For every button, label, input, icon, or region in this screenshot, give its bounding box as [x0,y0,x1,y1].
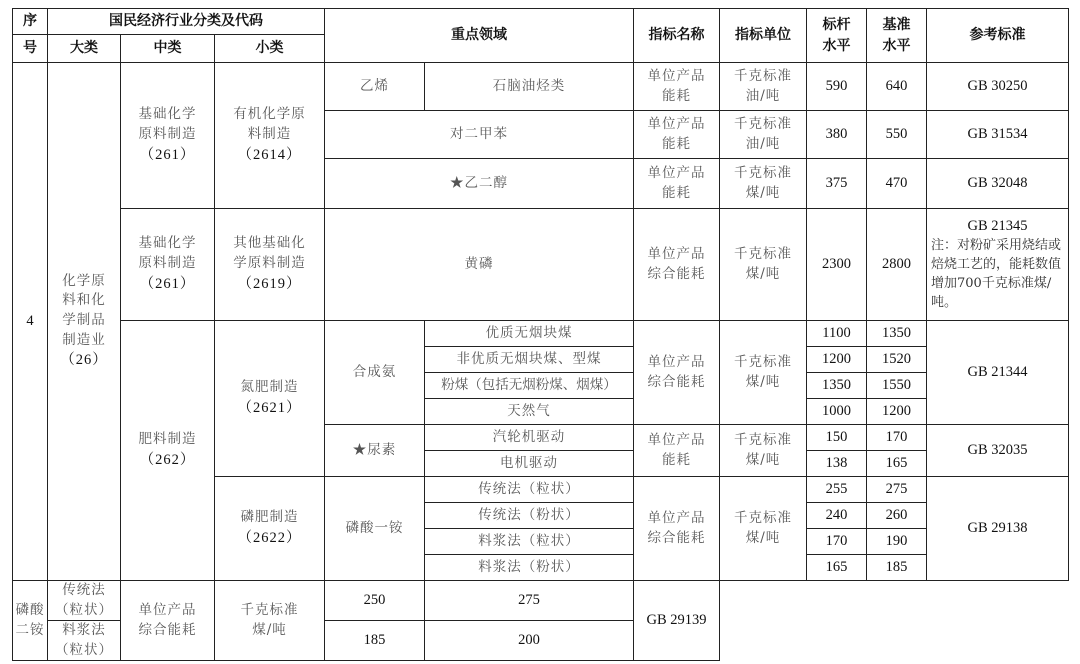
reference-standard-with-note [927,209,1069,321]
reference-standard: GB 29139 [634,581,720,661]
baseline-value: 200 [425,621,634,661]
baseline-value: 170 [867,425,927,451]
subtype: 非优质无烟块煤、型煤 [425,347,634,373]
header-seq-bottom: 号 [13,35,48,63]
subtype: 传统法（粒状） [425,477,634,503]
subtype: 汽轮机驱动 [425,425,634,451]
major-category: 化学原 料和化 学制品 制造业 （26） [48,63,121,581]
benchmark-value: 590 [807,63,867,111]
header-indicator-unit: 指标单位 [720,9,807,63]
subtype: 传统法（粒状） [48,581,121,621]
indicator-unit: 千克标准 油/吨 [720,111,807,159]
reference-standard: GB 31534 [927,111,1069,159]
indicator-name: 单位产品 能耗 [634,425,720,477]
indicator-name: 单位产品 能耗 [634,159,720,209]
baseline-value: 2800 [867,209,927,321]
benchmark-value: 1100 [807,321,867,347]
header-field: 重点领域 [325,9,634,63]
benchmark-value: 138 [807,451,867,477]
indicator-name: 单位产品 综合能耗 [634,321,720,425]
indicator-unit: 千克标准 煤/吨 [720,159,807,209]
header-major: 大类 [48,35,121,63]
benchmark-value: 1200 [807,347,867,373]
indicator-unit: 千克标准 油/吨 [720,63,807,111]
baseline-value: 1550 [867,373,927,399]
benchmark-value: 380 [807,111,867,159]
industry-energy-table [12,8,1069,661]
header-indicator-name: 指标名称 [634,9,720,63]
subtype: 天然气 [425,399,634,425]
table-row [13,581,1069,621]
indicator-unit: 千克标准 煤/吨 [720,477,807,581]
middle-category-basic: 基础化学 原料制造 （261） [121,209,215,321]
middle-category-basic: 基础化学 原料制造 （261） [121,63,215,209]
indicator-name: 单位产品 综合能耗 [121,581,215,661]
table-row [13,321,1069,347]
product-ammonia: 合成氨 [325,321,425,425]
subtype: 电机驱动 [425,451,634,477]
minor-category-organic: 有机化学原 料制造 （2614） [215,63,325,209]
minor-category-other: 其他基础化 学原料制造 （2619） [215,209,325,321]
baseline-value: 1200 [867,399,927,425]
reference-standard: GB 29138 [927,477,1069,581]
indicator-name: 单位产品 综合能耗 [634,477,720,581]
indicator-unit: 千克标准 煤/吨 [215,581,325,661]
middle-category-fertilizer: 肥料制造 （262） [121,321,215,581]
header-middle: 中类 [121,35,215,63]
indicator-unit: 千克标准 煤/吨 [720,321,807,425]
reference-code: GB 21345 [967,218,1028,235]
subtype-naphtha: 石脑油烃类 [425,63,634,111]
product-ethylene-glycol: ★乙二醇 [325,159,634,209]
subtype: 料浆法（粉状） [425,555,634,581]
baseline-value: 165 [867,451,927,477]
header-minor: 小类 [215,35,325,63]
subtype: 传统法（粉状） [425,503,634,529]
energy-benchmark-table [12,8,1068,658]
reference-standard: GB 32048 [927,159,1069,209]
subtype: 优质无烟块煤 [425,321,634,347]
benchmark-value: 375 [807,159,867,209]
indicator-name: 单位产品 综合能耗 [634,209,720,321]
benchmark-value: 2300 [807,209,867,321]
baseline-value: 275 [425,581,634,621]
header-classification: 国民经济行业分类及代码 [48,9,325,35]
header-baseline: 基准 水平 [867,9,927,63]
indicator-unit: 千克标准 煤/吨 [720,209,807,321]
product-urea: ★尿素 [325,425,425,477]
benchmark-value: 170 [807,529,867,555]
baseline-value: 1520 [867,347,927,373]
header-reference: 参考标准 [927,9,1069,63]
benchmark-value: 165 [807,555,867,581]
indicator-unit: 千克标准 煤/吨 [720,425,807,477]
benchmark-value: 1000 [807,399,867,425]
baseline-value: 640 [867,63,927,111]
product-ethylene: 乙烯 [325,63,425,111]
seq-number: 4 [13,63,48,581]
product-map: 磷酸一铵 [325,477,425,581]
benchmark-value: 1350 [807,373,867,399]
benchmark-value: 240 [807,503,867,529]
reference-note: 注：对粉矿采用烧结或焙烧工艺的，能耗数值增加700千克标准煤/吨。 [931,238,1062,310]
header-benchmark: 标杆 水平 [807,9,867,63]
header-seq-top: 序 [13,9,48,35]
benchmark-value: 255 [807,477,867,503]
minor-category-phosphate: 磷肥制造 （2622） [215,477,325,581]
baseline-value: 190 [867,529,927,555]
product-dap: 磷酸二铵 [13,581,48,661]
baseline-value: 185 [867,555,927,581]
reference-standard: GB 32035 [927,425,1069,477]
indicator-name: 单位产品 能耗 [634,63,720,111]
product-yellow-phosphorus: 黄磷 [325,209,634,321]
baseline-value: 550 [867,111,927,159]
benchmark-value: 250 [325,581,425,621]
table-row [13,209,1069,321]
benchmark-value: 150 [807,425,867,451]
benchmark-value: 185 [325,621,425,661]
reference-standard: GB 30250 [927,63,1069,111]
product-px: 对二甲苯 [325,111,634,159]
baseline-value: 260 [867,503,927,529]
subtype: 粉煤（包括无烟粉煤、烟煤） [425,373,634,399]
table-row [13,63,1069,111]
baseline-value: 1350 [867,321,927,347]
minor-category-nitrogen: 氮肥制造 （2621） [215,321,325,477]
header-row-1 [13,9,1069,35]
indicator-name: 单位产品 能耗 [634,111,720,159]
baseline-value: 470 [867,159,927,209]
subtype: 料浆法（粒状） [48,621,121,661]
subtype: 料浆法（粒状） [425,529,634,555]
reference-standard: GB 21344 [927,321,1069,425]
baseline-value: 275 [867,477,927,503]
